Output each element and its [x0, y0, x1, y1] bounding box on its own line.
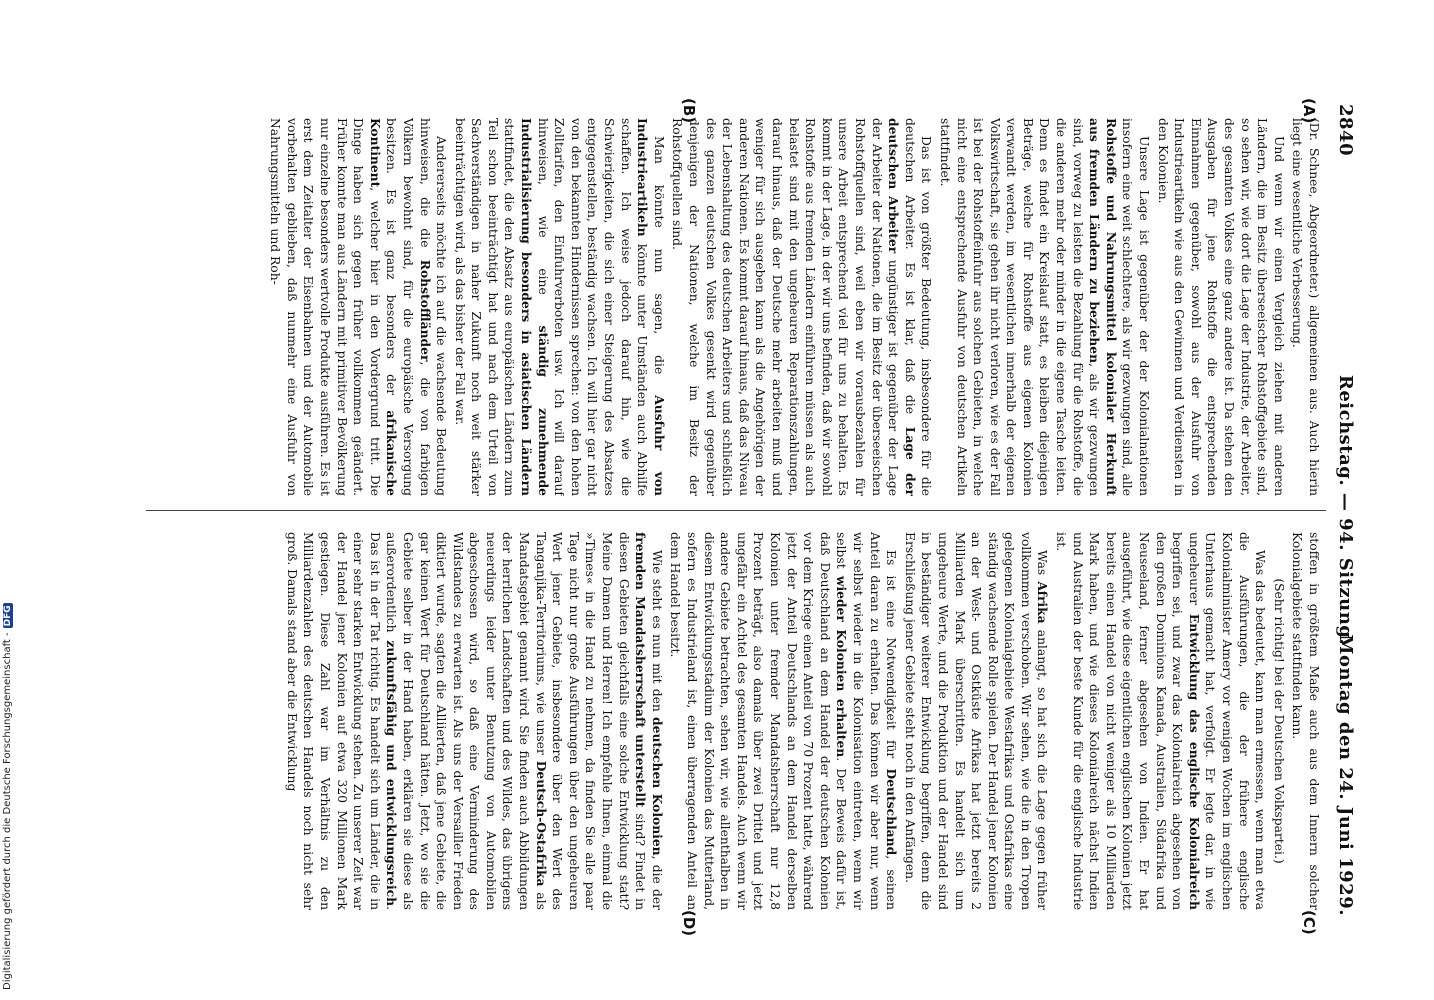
margin-marker-b: (B) [680, 98, 698, 124]
paragraph: (Dr. Schnee, Abgeordneter.) allgemeinen aus. Auch hierin liegt eine wesentliche Verbesserung. [1290, 118, 1321, 496]
emphasis: Rohstoffe und Nahrungsmittel kolonialer Herkunft aus fremden Ländern zu beziehen [1087, 118, 1119, 496]
column-divider [146, 510, 1326, 511]
emphasis: Rohstoffländer [417, 259, 433, 362]
paragraph: Wie steht es nun mit den deutschen Kolonien, die der fremden Mandatsherrschaft unterstellt sind? Findet in diesen Gebieten gleichfalls eine solche Entwicklung statt? Meine Damen und Herren! Ich empfehle Ihnen, einmal die »Times« in die Hand zu nehmen, da finden Sie alle paar Tage nicht nur große Ausführungen über den ungeheuren Wert jener Gebiete, insbesondere über den Wert des Tanganjika-Territoriums, wie unser Deutsch-Ostafrika als Mandatsgebiet genannt wird. Sie finden auch Abbildungen der herrlichen Landschaften und des Wildes, das übrigens neuerdings leider unter Benutzung von Automobilen abgeschossen wird, so daß eine Verminderung des Wildstandes zu erwarten ist. Als uns der Versailler Frieden diktiert wurde, sagten die Alliierten, daß jene Gebiete, die gar keinen Wert für Deutschland hätten. Jetzt, wo sie die Gebiete selber in der Hand haben, erklären sie diese als außerordentlich zukunftsfähig und entwicklungsreich. Das ist in der Tat richtig. Es handelt sich um Länder, die in einer sehr starken Entwicklung stehen. Zu unserer Zeit war der Handel jener Kolonien auf etwa 320 Millionen Mark gestiegen. Diese Zahl war im Verhältnis zu den Milliardenzahlen des deutschen Handels noch nicht sehr groß. Damals stand aber die Entwicklung [284, 532, 665, 910]
page-number: 2840 [1335, 104, 1356, 157]
emphasis: afrikanische Kontinent [367, 118, 400, 496]
emphasis: Entwicklung das englische Kolonialreich [1186, 613, 1202, 910]
speaker-label: (Dr. Schnee, Abgeordneter.) [1307, 118, 1321, 299]
emphasis: ständig zunehmende Industrialisierung besonders in asiatischen Ländern [519, 118, 551, 496]
emphasis: Deutschland [884, 768, 900, 856]
paragraph: Es ist eine Notwendigkeit für Deutschland, seinen Anteil daran zu erhalten. Das können wir aber nur, wenn wir selbst wieder in die Kolonisation eintreten, wenn wir selbst wieder Kolonien erhalten. Der Beweis dafür ist, daß Deutschland an dem Handel der deutschen Kolonien vor dem Kriege einen Anteil von 70 Prozent hatte, während jetzt der Anteil Deutschlands an dem Handel derselben Kolonien unter fremder Mandatsherrschaft nur 12,8 Prozent beträgt, also damals über zwei Drittel und jetzt ungefähr ein Achtel des gesamten Handels. Auch wenn wir andere Gebiete betrachten, sehen wir, wie allenthalben in diesem Entwicklungsstadium der Kolonien das Mutterland, sofern es Industrieland ist, einen überragenden Anteil an dem Handel besitzt. [668, 532, 900, 910]
emphasis: Ausfuhr von Industrieartikeln [635, 118, 667, 496]
dfg-logo: DFG [3, 605, 13, 627]
interjection: (Sehr richtig! bei der Deutschen Volkspartei.) [1271, 578, 1286, 864]
paragraph: Was Afrika anlangt, so hat sich die Lage gegen früher vollkommen verschoben. Wir sehen, wie die in den Tropen gelegenen Kolonialgebiete Westafrikas und Ostafrikas eine ständig wachsende Rolle spielen. Der Handel jener Kolonien an der West- und Ostküste Afrikas hat jetzt bereits 2 Milliarden Mark überschritten. Es handelt sich um ungeheure Werte, und die Produktion und der Handel sind in beständiger weiterer Entwicklung begriffen, denn die Erschließung jener Gebiete steht noch in den Anfängen. [902, 532, 1051, 910]
page-title: Reichstag. — 94. Sitzung. [1335, 374, 1356, 646]
margin-marker-d: (D) [680, 910, 698, 937]
paragraph: Andererseits möchte ich auf die wachsende Bedeutung hinweisen, die die Rohstoffländer, die von farbigen Völkern bewohnt sind, für die europäische Versorgung besitzen. Es ist ganz besonders der afrikanische Kontinent, welcher hier in den Vordergrund tritt. Die Dinge haben sich gegen früher vollkommen geändert. Früher konnte man aus Ländern mit primitiver Bevölkerung nur einzelne besonders wertvolle Produkte ausführen. Es ist erst dem Zeitalter der Eisenbahnen und der Automobile vorbehalten geblieben, daß nunmehr eine Ausfuhr von Nahrungsmitteln und Roh- [268, 118, 449, 496]
rotated-newspaper-page [120, 98, 1360, 937]
paragraph: Unsere Lage ist gegenüber der der Kolonialnationen insofern eine weit schlechtere, als wir gezwungen sind, alle Rohstoffe und Nahrungsmittel kolonialer Herkunft aus fremden Ländern zu beziehen, als wir gezwungen sind, vorweg zu leisten die Bezahlung für die Rohstoffe, die die anderen mehr oder minder in die eigene Tasche leiten. Denn es findet ein Kreislauf statt, es bleiben diejenigen Beträge, welche für Rohstoffe aus eigenen Kolonien verwandt werden, im wesentlichen innerhalb der eigenen Volkswirtschaft, sie gehen ihr nicht verloren, wie es der Fall ist bei der Rohstoffeinfuhr aus solchen Gebieten, in welche nicht eine entsprechende Ausfuhr von deutschen Artikeln stattfindet. [937, 118, 1152, 496]
emphasis: zukunftsfähig und entwicklungsreich [384, 640, 400, 907]
emphasis: deutschen Kolonien [649, 717, 665, 856]
page-date: Montag den 24. Juni 1929. [1335, 634, 1356, 916]
margin-marker-a: (A) [1300, 98, 1318, 124]
paragraph: Was das bedeutet, kann man ermessen, wenn man etwa die Ausführungen, die der frühere englische Kolonialminister Amery vor wenigen Wochen im englischen Unterhaus gemacht hat, verfolgt. Er legte dar, in wie ungeheurer Entwicklung das englische Kolonialreich begriffen sei, und zwar das Kolonialreich abgesehen von den großen Dominions Kanada, Australien, Südafrika und Neuseeland, ferner abgesehen von Indien. Er hat ausgeführt, wie diese eigentlichen englischen Kolonien jetzt bereits einen Handel von nicht weniger als 10 Milliarden Mark haben, und wie dieses Kolonialreich nächst Indien und Australien der beste Kunde für die englische Industrie ist. [1054, 532, 1268, 910]
paragraph: Und wenn wir einen Vergleich ziehen mit anderen Ländern, die im Besitz überseeischer Rohstoffgebiete sind, so sehen wir, wie dort die Lage der Industrie, der Arbeiter, des gesamten Volkes eine ganz andere ist. Da stehen den Ausgaben für jene Rohstoffe die entsprechenden Einnahmen gegenüber, sowohl aus der Ausfuhr von Industrieartikeln wie aus den Gewinnen und Verdiensten in den Kolonien. [1155, 118, 1286, 496]
margin-marker-c: (C) [1300, 910, 1318, 935]
emphasis: Afrika [1035, 581, 1051, 624]
emphasis: Lage der deutschen Arbeiter [886, 118, 918, 496]
paragraph: Das ist von größter Bedeutung, insbesondere für die deutschen Arbeiter. Es ist klar, daß die Lage der deutschen Arbeiter ungünstiger ist gegenüber der Lage der Arbeiter der Nationen, die im Besitz der überseeischen Rohstoffquellen sind, weil eben wir vorausbezahlen für unsere Arbeit entsprechend viel für uns zu behalten. Es kommt in der Lage, in der wir uns befinden, daß wir sowohl Rohstoffe aus fremden Ländern einführen müssen als auch belastet sind mit den ungeheuren Reparationszahlungen, darauf hinaus, daß der Deutsche mehr arbeiten muß und weniger für sich ausgeben kann als die Angehörigen der anderen Nationen. Es kommt darauf hinaus, daß das Niveau der Lebenshaltung des deutschen Arbeiters und schließlich des ganzen deutschen Volkes gesenkt wird gegenüber denjenigen der Nationen, welche im Besitz der Rohstoffquellen sind. [670, 118, 934, 496]
page-header [1330, 100, 1360, 920]
digitization-credit: Digitalisierung gefördert durch die Deutsche Forschungsgemeinschaft -DFG [2, 605, 13, 990]
right-column [152, 532, 1322, 910]
paragraph: stoffen in größtem Maße auch aus dem Innern solcher Kolonialgebiete stattfinden kann. [1290, 532, 1321, 910]
emphasis: wieder Kolonien erhalten [834, 575, 850, 758]
emphasis: Deutsch-Ostafrika [533, 760, 549, 887]
left-column [152, 118, 1322, 496]
paragraph: Man könnte nun sagen, die Ausfuhr von Industrieartikeln könnte unter Umständen auch Abhilfe schaffen. Ich weise jedoch darauf hin, wie die Schwierigkeiten, die sich einer Steigerung des Absatzes entgegenstellen, beständig wachsen. Ich will hier gar nicht von den bekannten Hindernissen sprechen: von den hohen Zolltarifen, den Einfuhrverboten usw. Ich will darauf hinweisen, wie eine ständig zunehmende Industrialisierung besonders in asiatischen Ländern stattfindet, die den Absatz aus europäischen Ländern zum Teil schon beeinträchtigt hat und nach dem Urteil von Sachverständigen in naher Zukunft noch weit stärker beeinträchtigen wird, als das bisher der Fall war. [452, 118, 667, 496]
emphasis: fremden Mandatsherrschaft unterstellt [633, 532, 649, 808]
